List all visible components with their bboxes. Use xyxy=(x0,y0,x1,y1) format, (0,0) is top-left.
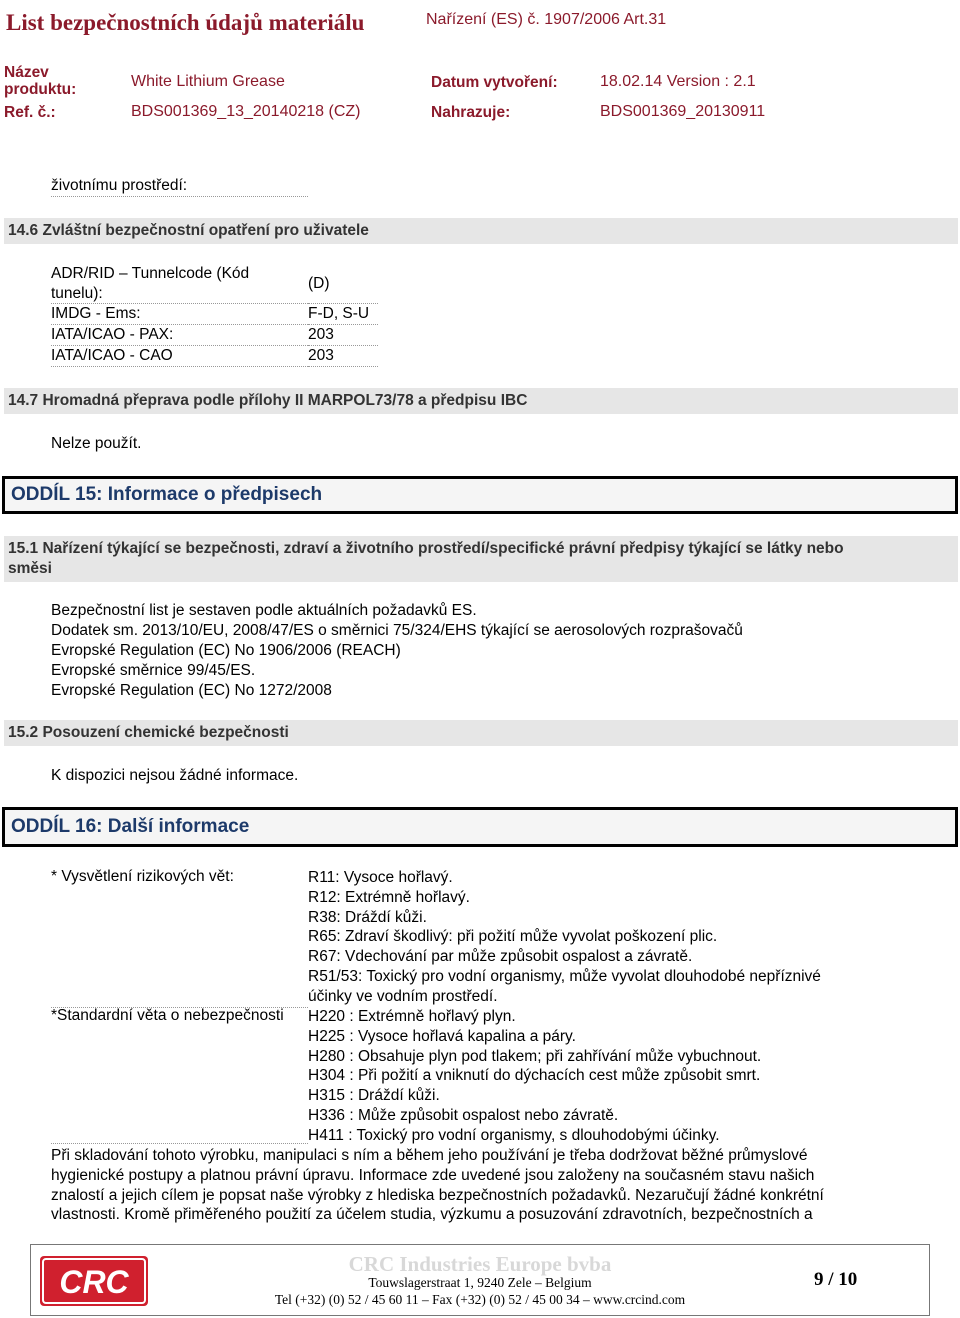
regulation-line: Evropské Regulation (EC) No 1906/2006 (REACH) xyxy=(51,642,401,659)
footer-address: Touwslagerstraat 1, 9240 Zele – Belgium xyxy=(368,1275,592,1290)
regulations-list xyxy=(51,601,743,701)
ref-label: Ref. č.: xyxy=(4,104,56,121)
disclaimer-paragraph xyxy=(51,1146,824,1225)
section-16-title: ODDÍL 16: Další informace xyxy=(11,816,250,837)
r-phrase: R12: Extrémně hořlavý. xyxy=(308,888,470,906)
regulation-line: Bezpečnostní list je sestaven podle aktuálních požadavků ES. xyxy=(51,602,477,619)
section-14-7-text: Nelze použít. xyxy=(51,435,142,452)
product-label-line1: Název xyxy=(4,64,49,81)
tunnel-code-label-line1: ADR/RID – Tunnelcode (Kód xyxy=(51,265,250,282)
created-label: Datum vytvoření: xyxy=(431,74,558,91)
section-15-1-heading xyxy=(4,536,958,582)
r-phrases-list xyxy=(308,868,821,1007)
h-phrase: H225 : Vysoce hořlavá kapalina a páry. xyxy=(308,1027,576,1045)
product-name: White Lithium Grease xyxy=(131,73,285,90)
regulation-line: Dodatek sm. 2013/10/EU, 2008/47/ES o směrnici 75/324/EHS týkající se aerosolových rozprašovačů xyxy=(51,622,743,639)
section-14-7-heading xyxy=(4,388,958,414)
product-label xyxy=(4,64,76,98)
tunnel-code-value: (D) xyxy=(308,264,378,304)
h-phrases-label: *Standardní věta o nebezpečnosti xyxy=(51,1007,284,1024)
carryover-label xyxy=(51,177,308,197)
disclaimer-line: znalostí a jejich cílem je popsat naše výrobky z hlediska bezpečnostních požadavků. Nezaručují žádné konkrétní xyxy=(51,1186,824,1204)
document-title: List bezpečnostních údajů materiálu xyxy=(6,10,365,35)
product-label-line2: produktu: xyxy=(4,81,77,98)
section-14-6-title: 14.6 Zvláštní bezpečnostní opatření pro uživatele xyxy=(8,222,369,239)
created-value: 18.02.14 Version : 2.1 xyxy=(600,73,756,90)
crc-logo-text: CRC xyxy=(59,1264,129,1300)
ref-value: BDS001369_13_20140218 (CZ) xyxy=(131,103,361,120)
section-15-2-heading xyxy=(4,720,958,746)
replaces-label: Nahrazuje: xyxy=(431,104,511,121)
imdg-ems-value: F-D, S-U xyxy=(308,305,378,325)
carryover-text: životnímu prostředí: xyxy=(51,177,188,194)
regulation-line: Evropské směrnice 99/45/ES. xyxy=(51,662,256,679)
h-phrase: H280 : Obsahuje plyn pod tlakem; při zahřívání může vybuchnout. xyxy=(308,1047,762,1065)
disclaimer-line: hygienické postupy a platnou právní úpravu. Informace zde uvedené jsou založeny na současném stavu našich xyxy=(51,1166,815,1184)
section-15-2-title: 15.2 Posouzení chemické bezpečnosti xyxy=(8,724,289,741)
h-phrase: H411 : Toxický pro vodní organismy, s dlouhodobými účinky. xyxy=(308,1126,720,1144)
h-phrase: H304 : Při požití a vniknutí do dýchacích cest může způsobit smrt. xyxy=(308,1067,761,1085)
r-phrases-label: * Vysvětlení rizikových vět: xyxy=(51,868,234,885)
tunnel-code-label-line2: tunelu): xyxy=(51,285,103,302)
r-phrase: R65: Zdraví škodlivý: při požití může vyvolat poškození plic. xyxy=(308,928,718,946)
disclaimer-line: Při skladování tohoto výrobku, manipulaci s ním a během jeho používání je třeba dodržovat běžné průmyslové xyxy=(51,1147,808,1164)
h-phrase: H220 : Extrémně hořlavý plyn. xyxy=(308,1008,516,1025)
section-15-2-text: K dispozici nejsou žádné informace. xyxy=(51,767,299,784)
iata-pax-value: 203 xyxy=(308,326,378,346)
iata-cao-label: IATA/ICAO - CAO xyxy=(51,347,308,367)
imdg-ems-label: IMDG - Ems: xyxy=(51,305,308,325)
section-14-6-heading xyxy=(4,218,958,244)
regulation-line: Evropské Regulation (EC) No 1272/2008 xyxy=(51,682,332,699)
section-15-title: ODDÍL 15: Informace o předpisech xyxy=(11,484,323,505)
footer-company: CRC Industries Europe bvba xyxy=(348,1252,612,1276)
r-phrase: R67: Vdechování par může způsobit ospalost a závratě. xyxy=(308,948,693,966)
section-16-header xyxy=(2,807,958,847)
page-number: 9 / 10 xyxy=(814,1269,858,1290)
section-15-header xyxy=(2,476,958,514)
r-phrase: R38: Dráždí kůži. xyxy=(308,908,427,926)
r-phrase: účinky ve vodním prostředí. xyxy=(308,987,498,1005)
disclaimer-line: vlastnosti. Kromě přiměřeného použití za účelem studia, výzkumu a posuzování zdravotních, bezpečnostních a xyxy=(51,1206,813,1224)
iata-pax-label: IATA/ICAO - PAX: xyxy=(51,326,308,346)
r-phrase: R11: Vysoce hořlavý. xyxy=(308,869,453,886)
section-15-1-title-line2: směsi xyxy=(8,560,52,577)
h-phrase: H315 : Dráždí kůži. xyxy=(308,1087,440,1105)
tunnel-code-label xyxy=(51,264,308,304)
h-phrases-list xyxy=(308,1007,761,1146)
r-phrases-label-cell xyxy=(51,868,308,1008)
section-14-7-title: 14.7 Hromadná přeprava podle přílohy II MARPOL73/78 a předpisu IBC xyxy=(8,392,528,409)
h-phrase: H336 : Může způsobit ospalost nebo závratě. xyxy=(308,1106,619,1124)
iata-cao-value: 203 xyxy=(308,347,378,367)
replaces-value: BDS001369_20130911 xyxy=(600,103,766,120)
regulation-reference: Nařízení (ES) č. 1907/2006 Art.31 xyxy=(426,11,667,28)
footer-contact: Tel (+32) (0) 52 / 45 60 11 – Fax (+32) (0) 52 / 45 00 34 – www.crcind.com xyxy=(274,1292,686,1307)
section-15-1-title-line1: 15.1 Nařízení týkající se bezpečnosti, zdraví a životního prostředí/specifické právní předpisy týkající se látky nebo xyxy=(8,540,844,557)
r-phrase: R51/53: Toxický pro vodní organismy, může vyvolat dlouhodobé nepříznivé xyxy=(308,967,821,985)
h-phrases-label-cell xyxy=(51,1007,308,1144)
